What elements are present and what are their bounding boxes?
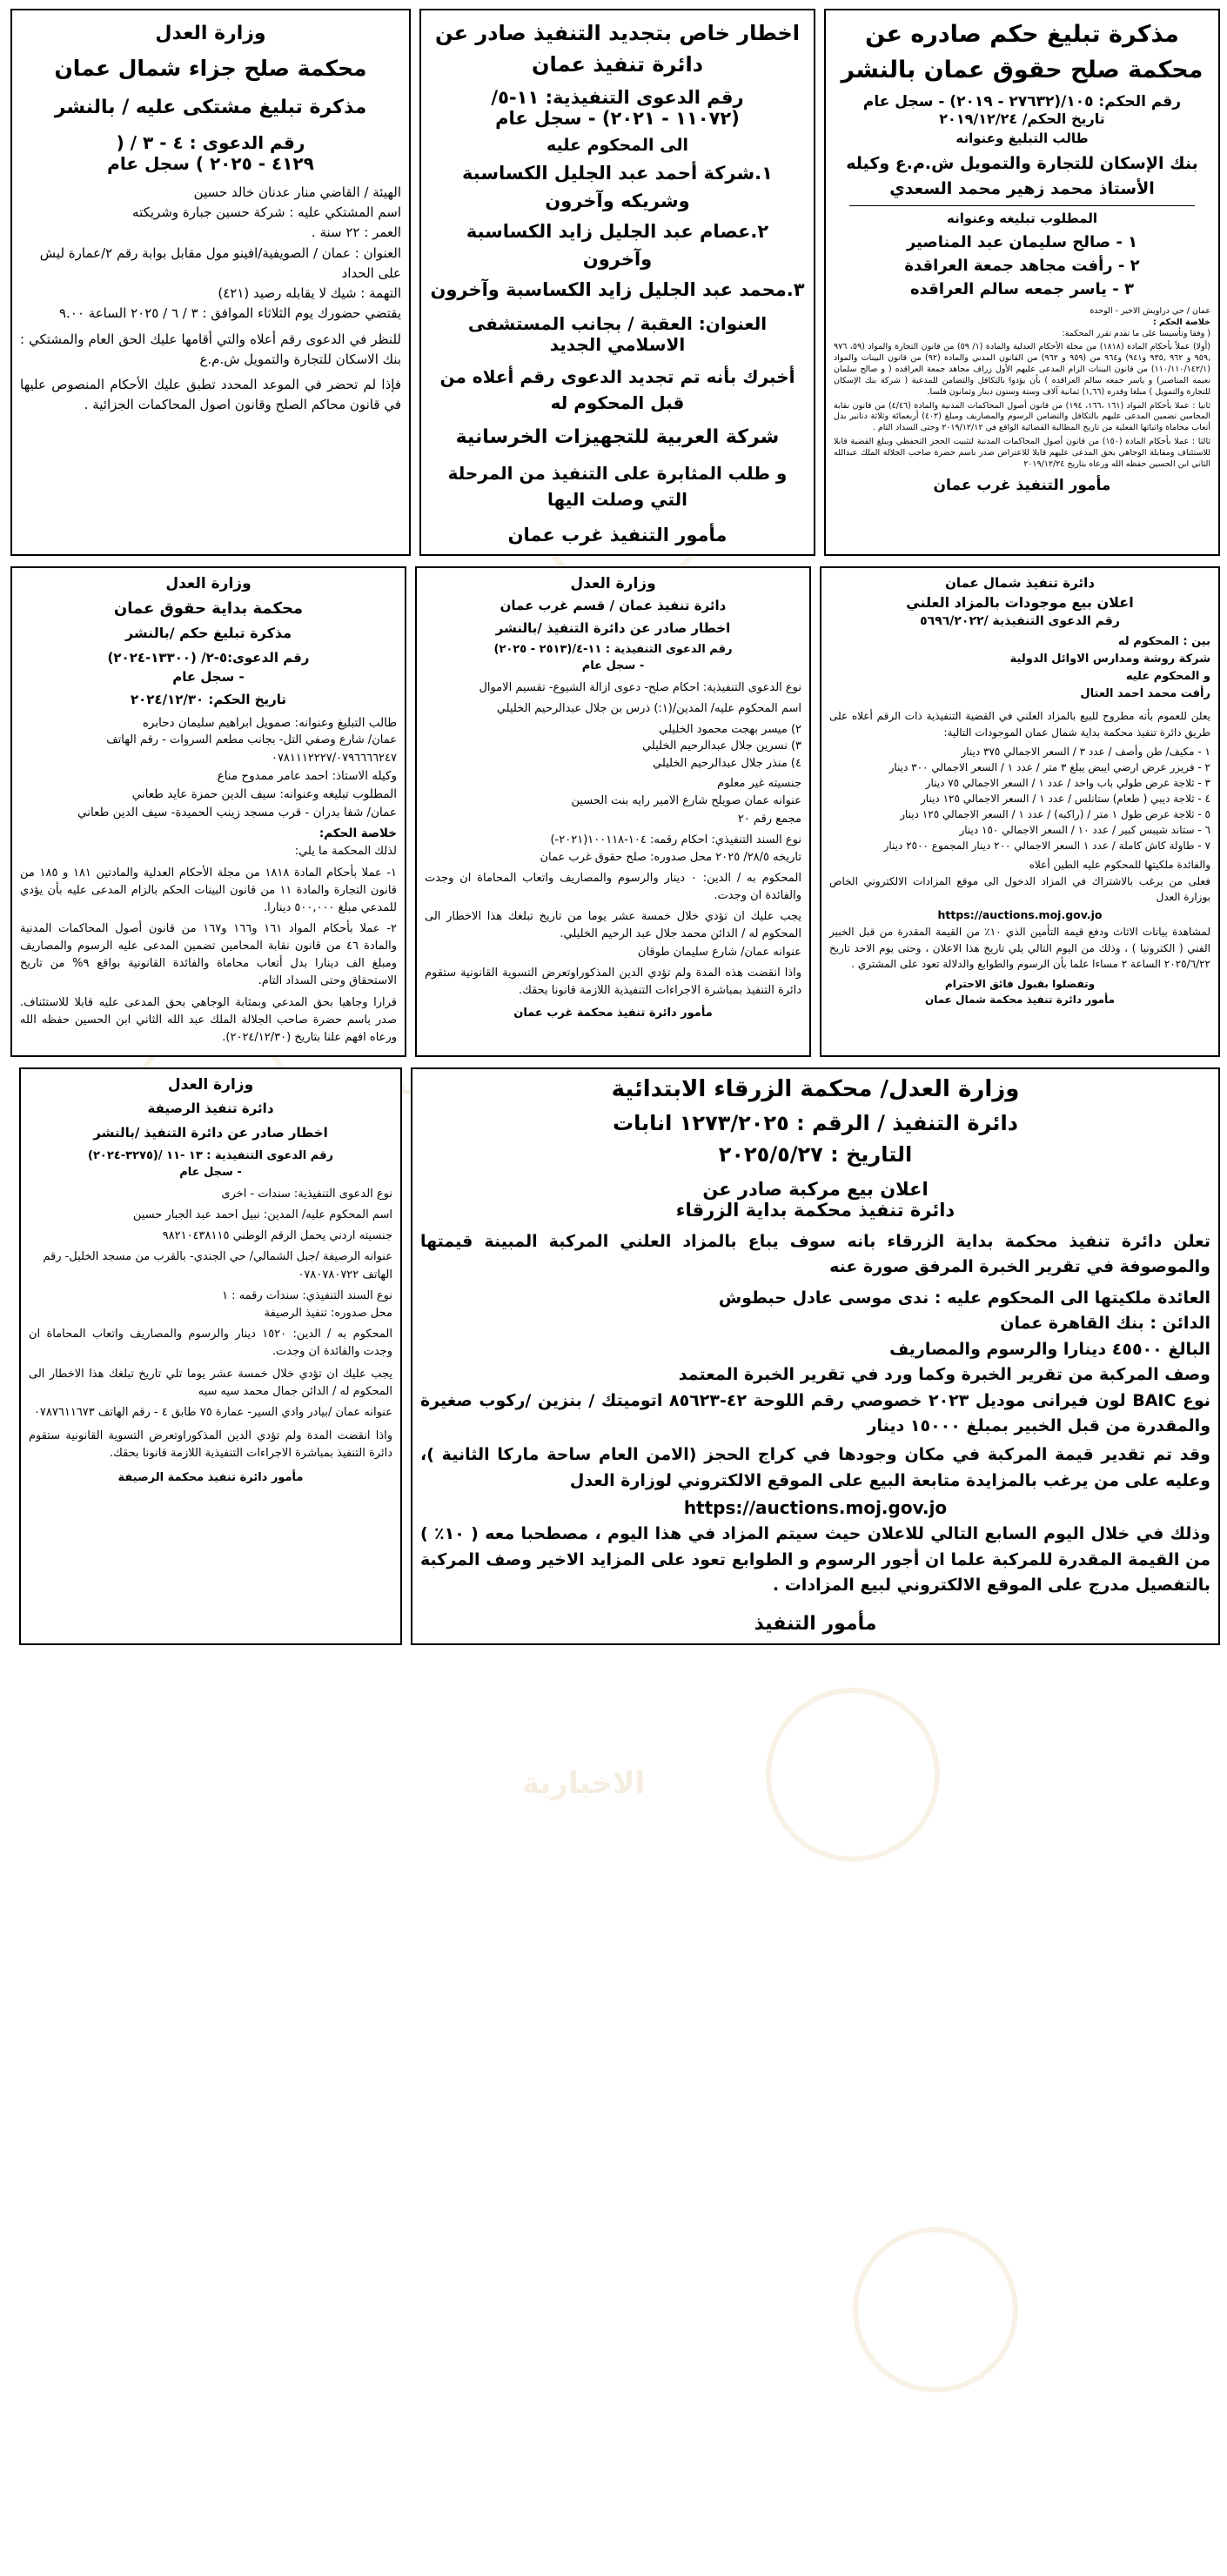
summons-charge: التهمة : شيك لا يقابله رصيد (٤٢١) <box>218 285 401 302</box>
summons-hearing: يقتضي حضورك يوم الثلاثاء الموافق : ٣ / ٦ / ٢٠٢٥ الساعة ٩.٠٠ <box>58 305 401 322</box>
judgment-paragraph-1: عمان / حي دراويش الاخير - الوحدة <box>1090 306 1210 316</box>
auction-case-number: رقم الدعوى التنفيذية /٥٦٩٦/٢٠٢٢ <box>920 613 1120 628</box>
zarqa-signature: مأمور التنفيذ <box>754 1612 877 1635</box>
auction-north-amman-card <box>820 566 1220 1057</box>
rights-court: محكمة بداية حقوق عمان <box>113 599 304 618</box>
renewal-to-label: الى المحكوم عليه <box>546 136 689 155</box>
auction-url-link[interactable]: https://auctions.moj.gov.jo <box>937 908 1103 922</box>
rusaifa-execution-card <box>19 1067 402 1645</box>
west-amman-execution-card <box>415 566 811 1057</box>
zarqa-body: تعلن دائرة تنفيذ محكمة بداية الزرقاء بانه سوف يباع بالمزاد العلني المركبة المبينة قيمتها والموصوفة في تقرير الخبرة المرفق صورة عنه <box>420 1231 1210 1277</box>
judgment-date: تاريخ الحكم/ ٢٠١٩/١٢/٢٤ <box>939 110 1105 127</box>
watermark-text: الاخبارية <box>522 1766 646 1801</box>
summons-body: للنظر في الدعوى رقم أعلاه والتي أقامها عليك الحق العام والمشتكي : بنك الاسكان للتجارة والتمويل ش.م.ع <box>20 331 401 367</box>
zarqa-ministry: وزارة العدل/ محكمة الزرقاء الابتدائية <box>611 1075 1020 1102</box>
rights-requester: طالب التبليغ وعنوانه: صمويل ابراهيم سليمان دحابره <box>142 715 397 730</box>
list-item: ٢ - رأفت مجاهد جمعة العراقدة <box>904 257 1140 275</box>
zarqa-desc-label: وصف المركبة من تقرير الخبرة وكما ورد في تقرير الخبرة المعتمد <box>678 1365 1210 1385</box>
watermark-ring <box>766 1688 940 1862</box>
zarqa-vehicle-auction-card <box>411 1067 1220 1645</box>
zarqa-note: وقد تم تقدير قيمة المركبة في مكان وجودها في كراج الحجز (الامن العام ساحة ماركا الثانية )، وعليه على من يرغب بالمزايدة متابعة البيع على الموقع الالكتروني لوزارة العدل <box>420 1445 1210 1490</box>
zarqa-dept-line: دائرة التنفيذ / الرقم : ١٢٧٣/٢٠٢٥ انابات <box>613 1110 1018 1135</box>
rusaifa-case-number: رقم الدعوى التنفيذية : ١٣ -١١ /(٣٢٧٥-٢٠٢٤) <box>88 1148 333 1162</box>
list-item: ٧ - طاولة كاش كاملة / عدد ١ السعر الاجمالي ٢٠٠ دينار المجموع ٢٥٠٠ دينار <box>883 840 1210 853</box>
summons-defendant: اسم المشتكي عليه : شركة حسين جبارة وشريكته <box>132 204 401 221</box>
zarqa-amount: البالغ ٤٥٥٠٠ دينارا والرسوم والمصاريف <box>889 1339 1210 1359</box>
judgment-target-list <box>834 231 1210 301</box>
rusaifa-signature: مأمور دائرة تنفيذ محكمة الرصيفة <box>117 1470 304 1484</box>
rights-date: تاريخ الحكم: ٢٠٢٤/١٢/٣٠ <box>130 691 287 707</box>
auction-footer-3: لمشاهدة بيانات الاثاث ودفع قيمة التأمين الذي ١٠٪ من القيمة المقدرة من قبل الخبير الفني ( الكترونيا ) ، وذلك من اليوم التالي يلي تاريخ هذا الاعلان ، وحتى يوم الاحد تاريخ ٢٠٢٥/٦/٢٢ الساعة ٢ مساءا علما بأن الرسوم والطوابع والدلالة تعود على المشتري . <box>829 926 1210 971</box>
renewal-address-value: العقبة / بجانب المستشفى الاسلامي الجديد <box>467 312 693 355</box>
zarqa-vehicle-desc: نوع BAIC لون فيرانى موديل ٢٠٢٣ خصوصي رقم اللوحة ٤٢-٨٥٦٢٣ اتوميتك / بنزين /ركوب صغيرة والمقدرة من قبل الخبير بمبلغ ١٥٠٠٠ دينار <box>420 1390 1211 1435</box>
rights-item-1: ١- عملا بأحكام المادة ١٨١٨ من مجلة الأحكام العدلية والمادتين ١٨١ و ١٨٥ من قانون التجارة والمادة ١١ من قانون البينات الحكم بالزام المدعى عليه بأن يؤدي للمدعي مبلغ ٥٠٠,٠٠٠ دينارا. <box>20 866 398 914</box>
judgment-title: مذكرة تبليغ حكم صادره عن محكمة صلح حقوق عمان بالنشر <box>841 21 1204 84</box>
west-creditor-address: عنوانه عمان/ شارع سليمان طوقان <box>637 945 801 959</box>
renewal-demand: و طلب المثابرة على التنفيذ من المرحلة التي وصلت اليها <box>447 462 788 510</box>
rusaifa-title: اخطار صادر عن دائرة التنفيذ /بالنشر <box>93 1124 328 1141</box>
auction-signature: مأمور دائرة تنفيذ محكمة شمال عمان <box>924 993 1115 1006</box>
renewal-notice-line: أخبرك بأنه تم تجديد الدعوى رقم أعلاه من قبل المحكوم له <box>439 365 795 413</box>
rusaifa-dept: دائرة تنفيذ الرصيفة <box>147 1100 274 1116</box>
auction-body: يعلن للعموم بأنه مطروح للبيع بالمزاد العلني في القضية التنفيذية ذات الرقم أعلاه على طريق دائرة تنفيذ محكمة بداية شمال عمان الموجودات التالية: <box>829 710 1210 739</box>
renewal-address <box>429 313 806 355</box>
renewal-creditor: شركة العربية للتجهيزات الخرسانية <box>455 425 780 448</box>
auction-dept: دائرة تنفيذ شمال عمان <box>945 574 1095 591</box>
auction-party-1: شركة روشة ومدارس الاوائل الدولية <box>1009 652 1210 666</box>
rusaifa-warning: واذا انقضت المدة ولم تؤدي الدين المذكوراوتعرض التسوية القانونية ستقوم دائرة التنفيذ بمباشرة الاجراءات التنفيذية اللازمة قانونا بحقك. <box>29 1429 392 1460</box>
west-doc-date: تاريخه ٢٨/٥/ ٢٠٢٥ محل صدوره: صلح حقوق غرب عمان <box>540 850 801 864</box>
renewal-notice-card <box>419 9 815 556</box>
notices-row-3 <box>7 1067 1220 1645</box>
notices-row-2 <box>7 566 1220 1057</box>
west-case-number: رقم الدعوى التنفيذية : ١١-٤/(٢٥١٣ - ٢٠٢٥) <box>493 642 733 656</box>
rusaifa-register: - سجل عام <box>179 1165 242 1179</box>
renewal-signature: مأمور التنفيذ غرب عمان <box>507 524 727 545</box>
renewal-case-number-line1: رقم الدعوى التنفيذية: ١١-٥/ <box>491 87 744 108</box>
rusaifa-amount: المحكوم به / الدين: ١٥٢٠ دينار والرسوم والمصاريف واتعاب المحاماة ان وجدت والفائدة ان وجدت. <box>29 1327 392 1359</box>
judgment-paragraph-5: ثانيا : عملا بأحكام المواد (١٦١ ،١٦٦، ١٩٤) من قانون أصول المحاكمات المدنية والمادة (٤/٤٦) من قانون نقابة المحامين تضمين المدعى عليهم بالتكافل والتضامن الرسوم والمصاريف ومبلغ (٤٠٢) أربعمائة وثلاثة دنانير بدل أتعاب محاماة واثباتها الفعلية من تاريخ المطالبة القضائية الواقع في ٢٠١٩/١٢/١٢ وحتى السداد التام . <box>834 400 1210 433</box>
summons-panel: الهيئة / القاضي منار عدنان خالد حسين <box>193 184 401 200</box>
notices-row-1 <box>7 9 1220 556</box>
west-register: - سجل عام <box>581 659 645 672</box>
auction-between: بين : المحكوم له <box>1117 634 1210 648</box>
rights-ministry: وزارة العدل <box>165 574 251 592</box>
rusaifa-instruction: يجب عليك ان تؤدي خلال خمسة عشر يوما تلي تاريخ تبلغك هذا الاخطار الى المحكوم له / الدائن جمال محمد سيه سيه <box>29 1368 392 1399</box>
judgment-notice-card <box>824 9 1220 556</box>
zarqa-date-line: التاريخ : ٢٠٢٥/٥/٢٧ <box>718 1141 913 1167</box>
list-item: ٢) ميسر بهجت محمود الخليلي <box>659 722 801 736</box>
zarqa-owner: العائدة ملكيتها الى المحكوم عليه : ندى موسى عادل حبطوش <box>718 1288 1210 1308</box>
summons-warning: فإذا لم تحضر في الموعد المحدد تطبق عليك الأحكام المنصوص عليها في قانون محاكم الصلح وقانون اصول المحاكمات الجزائية . <box>20 377 401 413</box>
rusaifa-issue-place: محل صدوره: تنفيذ الرصيفة <box>264 1306 392 1320</box>
judgment-requester-name: بنك الإسكان للتجارة والتمويل ش.م.ع وكيله الأستاذ محمد زهير محمد السعدي <box>846 154 1198 198</box>
west-debtors-list <box>425 721 801 773</box>
list-item: ٥ - ثلاجة عرض طول ١ متر / (راكبه) / عدد ١ / السعر الاجمالي ١٢٥ دينار <box>900 808 1210 821</box>
auction-items-list <box>829 744 1210 853</box>
list-item: ٢ - فريزر عرض ارضي ايبض يبلغ ٣ متر / عدد ١ / السعر الاجمالي ٣٠٠ دينار <box>888 761 1210 774</box>
rusaifa-address: عنوانه الرصيفة /جبل الشمالي/ حي الجندي- بالقرب من مسجد الخليل- رقم الهاتف ٠٧٨٠٧٨٠٧٢٢ <box>43 1250 392 1281</box>
renewal-case-number-line2: (١١٠٧٢ - ٢٠٢١) - سجل عام <box>495 108 740 129</box>
west-amount: المحكوم به / الدين: ٠ دينار والرسوم والمصاريف واتعاب المحاماة ان وجدت والفائدة ان وجدت. <box>425 871 801 903</box>
court-title: محكمة صلح جزاء شمال عمان <box>54 56 367 81</box>
judgment-paragraph-2: خلاصة الحكم : <box>1152 317 1210 327</box>
list-item: ٤) منذر جلال عبدالرحيم الخليلي <box>652 756 801 770</box>
list-item: ٣ - ياسر جمعه سالم العراقده <box>910 280 1134 298</box>
zarqa-url-link[interactable]: https://auctions.moj.gov.jo <box>683 1497 948 1519</box>
renewal-address-label: العنوان: <box>698 312 768 334</box>
summons-age: العمر : ٢٢ سنة . <box>311 224 401 241</box>
west-debtor-label: اسم المحكوم عليه/ المدين/(١:) ذرس بن جلال عبدالرحيم الخليلي <box>496 701 801 715</box>
rights-item-3: قرارا وجاهيا بحق المدعي وبمثابة الوجاهي بحق المدعى عليه قابلا للاستئناف. صدر باسم حضرة صاحب الجلالة الملك عبد الله الثاني ابن الحسين حفظه الله ورعاه افهم علنا بتاريخ (٢٠٢٤/١٢/٣٠). <box>20 995 397 1044</box>
west-title: اخطار صادر عن دائرة التنفيذ /بالنشر <box>495 619 731 636</box>
auction-signature-pre: وتفضلوا بقبول فائق الاحترام <box>944 977 1096 990</box>
summons-case-number-line2: ٤١٢٩ - ٢٠٢٥ ) سجل عام <box>107 152 314 174</box>
rights-summary-intro: لذلك المحكمة ما يلي: <box>294 845 397 859</box>
judgment-requester-label: طالب التبليغ وعنوانه <box>955 130 1089 146</box>
summons-address: العنوان : عمان / الصويفية/افينو مول مقابل بوابة رقم ٢/عمارة ليش على الحداد <box>39 244 401 281</box>
rights-target-address: عمان/ شفا بدران - قرب مسجد زينب الحميدة- سيف الدين طعاني <box>77 805 397 820</box>
rusaifa-case-type: نوع الدعوى التنفيذية: سندات - اخرى <box>221 1187 392 1201</box>
zarqa-subtitle: دائرة تنفيذ محكمة بداية الزرقاء <box>675 1199 955 1221</box>
summons-case-number-line1: رقم الدعوى : ٤ - ٣ / ( <box>116 131 305 153</box>
summons-title: مذكرة تبليغ مشتكى عليه / بالنشر <box>54 97 367 118</box>
judgment-paragraph-6: ثالثا : عملا بأحكام المادة (١٥٠) من قانون أصول المحاكمات المدنية لتثبيت الحجز التحفظي ويبلغ القضية قابلا للاستئناف ومقابلة الوجاهي بحق المدعى عليهم قابلا للاعتراض صدر باسم حضرة صاحب الجلالة الملك عبدالله الثاني ابن الحسين حفظه الله ورعاه بتاريخ ٢٠١٩/١٢/٢٤ <box>834 436 1210 469</box>
judgment-paragraph-3: ( وفقا وتأسيسا على ما تقدم تقرر المحكمة: <box>1062 328 1210 338</box>
rusaifa-nationality: جنسيته اردني يحمل الرقم الوطني ٩٨٢١٠٤٣٨١١٥ <box>162 1229 392 1243</box>
rights-target: المطلوب تبليغه وعنوانه: سيف الدين حمزة عايد طعاني <box>131 786 397 801</box>
renewal-title: اخطار خاص بتجديد التنفيذ صادر عن دائرة تنفيذ عمان <box>434 21 801 77</box>
auction-against: و المحكوم عليه <box>1125 669 1210 683</box>
auction-title: اعلان بيع موجودات بالمزاد العلني <box>906 593 1134 611</box>
zarqa-creditor: الدائن : بنك القاهرة عمان <box>1000 1314 1210 1334</box>
west-ministry: وزارة العدل <box>570 574 656 592</box>
rights-summary-label: خلاصة الحكم: <box>318 826 397 841</box>
auction-party-2: رأفت محمد احمد العتال <box>1080 686 1210 700</box>
list-item: ١ - مكيف/ طن وأصف / عدد ٣ / السعر الاجمالي ٣٧٥ دينار <box>961 746 1210 759</box>
north-amman-summons-card <box>10 9 411 556</box>
west-instruction: يجب عليك ان تؤدي خلال خمسة عشر يوما من تاريخ تبلغك هذا الاخطار الى المحكوم له / الدائن محمد جلال عبد الرحيم الخليلي. <box>425 910 801 941</box>
west-building: مجمع رقم ٢٠ <box>737 812 801 826</box>
watermark-ring <box>853 2227 1018 2392</box>
zarqa-title: اعلان بيع مركبة صادر عن <box>702 1178 929 1200</box>
rights-agent: وكيله الاستاذ: احمد عامر ممدوح مناع <box>217 768 397 783</box>
west-address: عنوانه عمان صويلح شارع الامير رايه بنت الحسين <box>571 794 801 808</box>
list-item: ١ - صالح سليمان عبد المناصير <box>906 233 1138 251</box>
west-dept: دائرة تنفيذ عمان / قسم غرب عمان <box>500 597 727 613</box>
west-warning: واذا انقضت هذه المدة ولم تؤدي الدين المذكوراوتعرض التسوية القانونية ستقوم دائرة التنفيذ بمباشرة الاجراءات التنفيذية اللازمة قانونا بحقك. <box>425 966 801 997</box>
rights-item-2: ٢- عملا بأحكام المواد ١٦١ و١٦٦ و١٦٧ من قانون أصول المحاكمات المدنية والمادة ٤٦ من قانون نقابة المحامين تضمين المدعى عليه الرسوم والمصاريف ومبلغ الف دينارا بدل أتعاب محاماة والفائدة القانونية بواقع ٩% من تاريخ الاستحقاق وحتى السداد التام. <box>20 921 398 988</box>
list-item: ٦ - ستاند شيبس كبير / عدد ١٠ / السعر الاجمالي ١٥٠ دينار <box>959 824 1210 837</box>
list-item: ٣) نسرين جلال عبدالرحيم الخليلي <box>642 739 801 753</box>
ministry-title: وزارة العدل <box>155 23 266 44</box>
judgment-signature: مأمور التنفيذ غرب عمان <box>933 477 1111 495</box>
auction-footer-2: فعلى من يرغب بالاشتراك في المزاد الدخول الى موقع المزادات الالكتروني الخاص بوزارة العدل <box>829 874 1210 904</box>
list-item: ٣ - ثلاجة عرض طولي باب واحد / عدد ١ / السعر الاجمالي ٧٥ دينار <box>925 777 1210 790</box>
amman-rights-court-card <box>10 566 406 1057</box>
rights-title: مذكرة تبليغ حكم /بالنشر <box>124 624 292 641</box>
rights-case-number: رقم الدعوى:٥-٢/ (١٣٣٠٠-٢٠٢٤) <box>107 649 310 666</box>
rusaifa-doc-type: نوع السند التنفيذي: سندات رقمه : ١ <box>222 1288 392 1302</box>
renewal-party-1: ١.شركة أحمد عبد الجليل الكساسبة وشريكه وآخرون <box>462 163 773 211</box>
auction-footer-1: والفائدة ملكيتها للمحكوم عليه الطين أعلاه <box>1029 859 1210 872</box>
judgment-target-label: المطلوب تبليغه وعنوانه <box>946 211 1098 226</box>
list-item: ٤ - ثلاجة ديبي ( طعام) ستانلس / عدد ١ / السعر الاجمالي ١٢٥ دينار <box>921 793 1210 806</box>
west-nationality: جنسيته غير معلوم <box>717 777 801 791</box>
judgment-paragraph-4: (أولا) عملاً بأحكام المادة (١٨١٨) من مجلة الأحكام العدلية والمادة (١/ ٥٩) من قانون التجارة والمواد (٥٩، ٩٧٦ ,٩٥٩ و ٩٦٢ ,٩٣٥ و٩٤١) و٩٦٤ من (٩٥٩ و ٩٦٢) من القانون المدني والمادة (٩٢) من قانون البينات والمواد (١١٠/١١٠/١٤٢/١) من قانون البينات الزام المدعى عليهم الأول زراف مجاهد جمعة العراقده ( و صالح سلمان نعيمه المناصير) و ياسر جمعه سالم العراقده ) بأن يؤدوا بالتكافل والتضامن للمدعية ( شركة بنك الإسكان للتجارة والتمويل ) مبلغا وقدره (١,٦٦) ثمانية آلاف وستة وستون دينار وثمانون فلسا. <box>834 342 1211 397</box>
west-doc-type: نوع السند التنفيذي: احكام رقمه: ١٠٤-١٠٠١١٨(٢٠٢١-) <box>550 833 801 846</box>
rights-register: - سجل عام <box>172 668 245 685</box>
renewal-party-3: ٣.محمد عبد الجليل زايد الكساسبة وآخرون <box>430 279 805 300</box>
judgment-case-number: رقم الحكم: ١٠٥/(٢٧٦٣٢ - ٢٠١٩) - سجل عام <box>862 93 1182 110</box>
rights-requester-address: عمان/ شارع وصفي التل- بجانب مطعم السروات - رقم الهاتف ٠٧٨١١١٢٢٢٧/٠٧٩٦٦٦٦٢٤٧ <box>106 733 397 765</box>
rusaifa-debtor: اسم المحكوم عليه/ المدين: نبيل احمد عبد الجبار حسين <box>132 1208 392 1222</box>
zarqa-note-2: وذلك في خلال اليوم السابع التالي للاعلان حيث سيتم المزاد في هذا اليوم ، مصطحبا معه ( ١٠٪ ) من القيمة المقدرة للمركبة علما ان أجور الرسوم و الطوابع تعود على المزايد الاخير وصف المركبة بالتفصيل مدرج على الموقع الالكتروني لبيع المزادات . <box>420 1524 1210 1596</box>
rusaifa-ministry: وزارة العدل <box>167 1075 254 1094</box>
west-signature: مأمور دائرة تنفيذ محكمة غرب عمان <box>513 1006 713 1020</box>
west-case-type: نوع الدعوى التنفيذية: احكام صلح- دعوى ازالة الشيوع- تقسيم الاموال <box>479 680 801 694</box>
renewal-party-2: ٢.عصام عبد الجليل زايد الكساسبة وآخرون <box>466 221 769 270</box>
rusaifa-creditor-address: عنوانه عمان /بيادر وادي السير- عمارة ٧٥ طابق ٤ - رقم الهاتف ٠٧٨٧٦١١٦٧٣ <box>33 1406 392 1420</box>
